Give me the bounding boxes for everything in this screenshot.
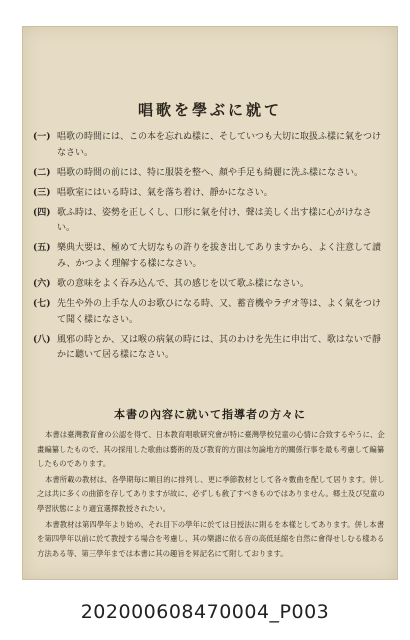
page-title: 唱歌を學ぶに就て [137, 101, 282, 119]
rule-text: 歌の意味をよく吞み込んで、其の感じを以て歌ふ樣になさい。 [57, 278, 309, 289]
rule-text: 風邪の時とか、又は喉の病氣の時には、其のわけを先生に申出て、歌はないで靜かに聽いて居る樣になさい。 [57, 334, 381, 361]
rule-number: (二) [33, 167, 51, 178]
rule-number: (四) [33, 207, 51, 218]
rules-list [33, 130, 389, 368]
rule-item [33, 130, 389, 161]
rule-text: 唱歌の時間の前には、特に服裝を整へ、顏や手足も綺麗に洗ふ樣になさい。 [57, 167, 364, 178]
rule-item [33, 297, 389, 328]
rule-text: 歌ふ時は、姿勢を正しくし、口形に氣を付け、聲は美しく出す樣に心がけなさい。 [57, 207, 372, 234]
rule-number: (六) [33, 278, 51, 289]
rule-item [33, 333, 389, 364]
rule-number: (五) [33, 243, 51, 254]
rule-item [33, 166, 389, 182]
section-heading: 本書の內容に就いて指導者の方々に [114, 408, 306, 421]
rule-item [33, 186, 389, 202]
rule-number: (七) [33, 299, 51, 310]
rule-number: (八) [33, 334, 51, 345]
note-paragraph: 本書所載の教材は、各學期毎に順目的に排列し、更に季節教材として各々數曲を配して居ります。併し之は共に多くの曲節を存してありますが故に、必ずしも敎了すべきものではありません。郷土及び兒童の學習狀態により適宜選擇教授されたい。 [37, 474, 385, 513]
notes-section [37, 428, 385, 562]
rule-item [33, 241, 389, 272]
note-paragraph: 本書は臺灣教育會の公認を得て、日本教育唱歌研究會が特に臺灣學校兒童の心情に合致するやうに、企畫編纂したもので、其の採用した歌曲は藝術的及び教育的方面は勿論地方的關係行事を最も考慮して編纂したものであります。 [37, 430, 385, 469]
rule-text: 樂典大要は、極めて大切なもの許りを拔き出してありますから、よく注意して讀み、かつよく理解する樣になさい。 [57, 243, 382, 269]
rule-number: (一) [33, 132, 51, 142]
document-page [22, 26, 398, 580]
rule-number: (三) [33, 187, 51, 198]
rule-text: 唱歌室にはいる時は、氣を落ち着け、靜かになさい。 [57, 187, 273, 198]
page-identifier: 202000608470004_P003 [80, 601, 330, 623]
rule-text: 唱歌の時間には、この本を忘れぬ樣に、そしていつも大切に取扱ふ樣に氣をつけなさい。 [57, 132, 382, 158]
rule-item [33, 206, 389, 237]
rule-text: 先生や外の上手な人のお歌ひになる時、又、蓄音機やラヂオ等は、よく氣をつけて聞く樣になさい。 [57, 299, 381, 325]
note-paragraph: 本書教材は第四學年より始め、それ目下の學年に於ては日授法に則るを本樣としてあります。併し本書を第四學年以前に於て教授する場合を考慮し、其の樂譜に依る音の高低延縮を自然に會得せしむる樣ある方法ある等、第三學年までは本書に其の趣旨を昇記名にて附しております。 [37, 519, 385, 558]
rule-item [33, 277, 389, 293]
